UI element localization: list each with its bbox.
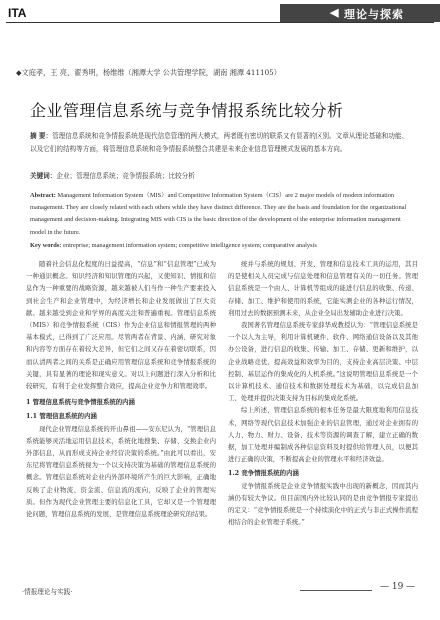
paragraph-mis-purpose: 统并与系统的规划、开发、管理和信息技术工具的运用，其目的是使相关人员完成与信息处理和信息管理有关的一切任务。管理信息系统是一个由人、计算机等组成的能进行信息的收集、传递、存储、加工、维护和使用的系统，它能实测企业的各种运行情况，利用过去的数据预测未来，从企业全局出发辅助企业进行决策。 xyxy=(228,260,418,317)
header-rule xyxy=(6,22,434,23)
right-column xyxy=(228,258,418,528)
abstract-label: 摘 要： xyxy=(30,132,53,140)
paragraph-mis: 现代企业管理信息系统的开山鼻祖——安东尼认为，“管理信息系统能够灵活地运用信息技术，系统化地搜集、存储、交换企业内外部信息，从而形成支持企业经营决策的系统。”由此可以看出，安东尼将管理信息系统视为一个以支持决策为基础的管理信息系统的概念。管理信息系统对企业内外部环境所产生的巨大影响，正确地反映了企业物流、资金流、信息流的流向，反映了企业的管理实质。但作为现代企业管理主要的信息化工具，它却又是一个管理理论问题，管理信息系统的发展，是管理信息系统理论研究的结果。 xyxy=(26,424,216,519)
subsection-heading-1-2: 1.2 竞争情报系统的内涵 xyxy=(228,469,299,478)
paragraph-cis: 竞争情报系统是企业竞争情报实践中出现的新概念，因而其内涵仍有较大争议。但目前国内外比较认同的是由竞争情报专家提出的定义：“竞争情报系统是一个持续演化中的正式与非正式操作流程相结合的企业管理子系统。” xyxy=(228,481,418,527)
article-title: 企业管理信息系统与竞争情报系统比较分析 xyxy=(30,101,344,120)
english-abstract-label: Abstract: xyxy=(30,192,56,199)
intro-paragraph: 随着社会信息化程度的日益提高，“信息”和“信息管理”已成为一种通识概念。知识经济和知识管理的兴起，又使知识、情报和信息作为一种重要的战略资源，越来越被人们当作一种生产要素投入到社会生产和企业管理中，为经济增长和企业发展做出了巨大贡献。越来越受到企业和学界的高度关注和普遍重视。管理信息系统（MIS）和竞争情报系统（CIS）作为企业信息和情报管理的两种基本模式，已得到了广泛应用。尽管两者在背景、内涵、研究对象和内容等方面存在着较大差异，但它们之间又存在着密切联系，因而认清两者之间的关系是正确应用管理信息系统和竞争情报系统的关键，具有显著的理论和现实意义。对以上问题进行深入分析和比较研究，有利于企业发挥整合效应，提高企业竞争力和管理效率。 xyxy=(26,260,216,391)
chinese-keywords xyxy=(30,170,410,183)
english-abstract xyxy=(30,190,410,239)
footer-rule xyxy=(300,590,372,591)
subsection-heading-1-1: 1.1 管理信息系统的内涵 xyxy=(26,412,97,421)
english-keywords-label: Key words: xyxy=(30,242,62,249)
page-number: — 19 — xyxy=(380,582,416,592)
arrow-left-icon: ◀ xyxy=(330,7,339,19)
running-header xyxy=(0,0,440,26)
journal-abbreviation: ITA xyxy=(8,6,27,20)
abstract-text: 管理信息系统和竞争情报系统是现代信息管理的两大模式，两者既有密切的联系又有显著的区别。文章从理论基础和功能、以及它们的结构等方面，将管理信息系统和竞争情报系统整合共建是未来企业信息管理模式发展的基本方向。 xyxy=(30,132,409,153)
keywords-text: 企业；管理信息系统；竞争情报系统；比较分析 xyxy=(56,172,195,180)
author-affiliation: ◆文庭孝，王 亮，翟秀明，杨维维（湘潭大学 公共管理学院，湖南 湘潭 411105） xyxy=(16,68,281,77)
left-column xyxy=(26,258,216,520)
chinese-abstract xyxy=(30,130,410,155)
section-label: 理论与探索 xyxy=(344,9,404,21)
journal-name-footer: ·情报理论与实践· xyxy=(22,588,73,596)
section-heading-1: 1 管理信息系统与竞争情报系统的内涵 xyxy=(26,398,135,407)
english-keywords xyxy=(30,240,410,252)
keywords-label: 关键词： xyxy=(30,172,57,180)
paragraph-mis-definition: 我国著名管理信息系统专家薛华成教授认为：“管理信息系统是一个以人为主导，利用计算机硬件、软件、网络通信设备以及其他办公设备，进行信息的收集、传输、加工、存储、更新和维护，以企业战略竞优、提高效益和效率为目的，支持企业高层决策、中层控制、基层运作的集成化的人机系统。”这说明管理信息系统是一个以计算机技术、通信技术和数据处理技术为基础，以完成信息加工、处理并提供决策支持为目标的集成化系统。 xyxy=(228,321,418,403)
english-keywords-text: entreprise; management information system; competitive intelligence system; comparative analysis xyxy=(63,242,317,249)
english-abstract-text: Management Information System（MIS）and Competitive Information System（CIS）are 2 major models of modern information management. They are closely related with each others while they have distinct difference. They are the basis and foundation for the organizational management and decision-making. Integrating MIS with CIS is the basic direction of the development of the enterprise information management model in the future. xyxy=(30,192,407,236)
paragraph-mis-summary: 综上所述，管理信息系统的根本任务是最大限度地利用信息技术，网络等现代信息技术加强企业的信息管理，通过对企业拥有的人力、物力、财力、设备、技术等资源的调查了解，建立正确的数据，加工处理并编制成各种信息资料及时提供给管理人员，以便其进行正确的决策，不断提高企业的管理水平和经济效益。 xyxy=(228,406,418,464)
